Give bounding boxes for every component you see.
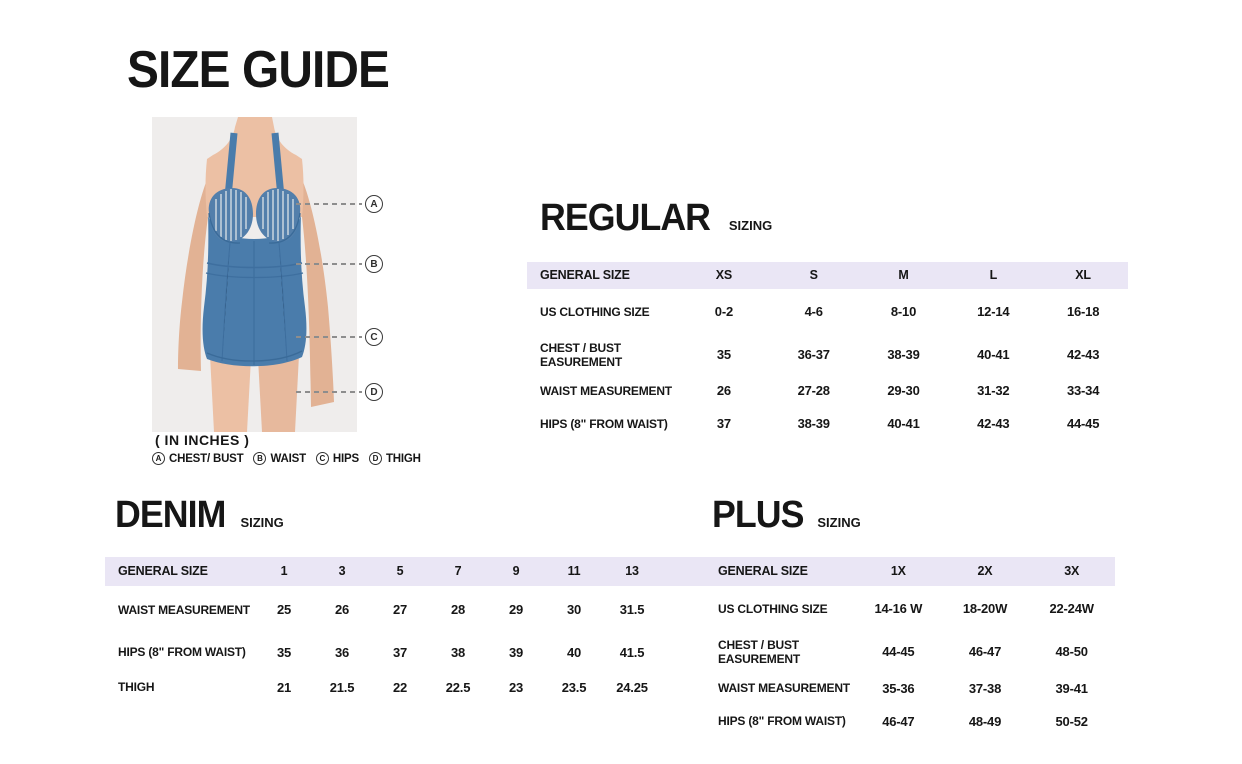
- marker-letter-d: D: [365, 383, 383, 401]
- cell-value: 25: [276, 602, 292, 618]
- column-header: L: [989, 268, 997, 282]
- cell-value: 46-47: [968, 644, 1002, 660]
- column-header: 2X: [977, 564, 993, 578]
- column-header: 1: [280, 564, 288, 578]
- column-header: 13: [625, 564, 639, 578]
- denim-section-title: [115, 494, 284, 537]
- legend-letter-d: D: [369, 452, 382, 465]
- column-header: 3X: [1064, 564, 1080, 578]
- table-row: [105, 586, 705, 634]
- table-row: [105, 634, 705, 671]
- cell-value: 27: [392, 602, 408, 618]
- cell-value: 16-18: [1066, 304, 1100, 320]
- row-label: CHEST / BUST EASUREMENT: [540, 340, 623, 369]
- column-header: 9: [512, 564, 520, 578]
- cell-value: 50-52: [1055, 713, 1088, 729]
- row-label: HIPS (8" FROM WAIST): [718, 714, 846, 729]
- cell-value: 40-41: [887, 416, 920, 432]
- denim-title-sub: SIZING: [240, 515, 284, 530]
- cell-value: 38-39: [797, 416, 830, 432]
- column-header: 7: [454, 564, 462, 578]
- cell-value: 41.5: [619, 644, 645, 660]
- column-header-label: GENERAL SIZE: [540, 268, 630, 282]
- cell-value: 38: [450, 644, 466, 660]
- regular-section-title: [540, 197, 772, 240]
- column-header: M: [898, 268, 909, 282]
- denim-size-table: [105, 557, 705, 704]
- column-header: 3: [338, 564, 346, 578]
- cell-value: 12-14: [977, 304, 1010, 320]
- cell-value: 22-24W: [1049, 601, 1094, 617]
- cell-value: 31.5: [619, 602, 645, 618]
- column-header: 5: [396, 564, 404, 578]
- cell-value: 26: [716, 383, 731, 399]
- page-title: SIZE GUIDE: [127, 41, 389, 99]
- legend-label: CHEST/ BUST: [169, 452, 244, 465]
- cell-value: 26: [334, 602, 350, 618]
- plus-title-sub: SIZING: [817, 515, 861, 530]
- marker-letter-a: A: [365, 195, 383, 213]
- row-label: US CLOTHING SIZE: [540, 304, 650, 319]
- denim-romper-model-illustration: [152, 117, 357, 432]
- column-header: S: [809, 268, 818, 282]
- units-caption: ( IN INCHES ): [155, 432, 250, 448]
- column-header: XS: [715, 268, 733, 282]
- cell-value: 29: [508, 602, 524, 618]
- cell-value: 23: [508, 679, 524, 695]
- row-label: WAIST MEASUREMENT: [718, 681, 850, 696]
- denim-title-text: DENIM: [115, 494, 226, 536]
- row-label: US CLOTHING SIZE: [718, 601, 828, 616]
- legend-item: [369, 452, 421, 465]
- cell-value: 42-43: [1066, 347, 1100, 363]
- plus-section-title: [712, 494, 861, 537]
- cell-value: 22.5: [445, 679, 471, 695]
- marker-dashed-line: [296, 263, 362, 265]
- row-label: HIPS (8" FROM WAIST): [118, 645, 246, 660]
- cell-value: 14-16 W: [874, 601, 923, 617]
- cell-value: 0-2: [714, 304, 733, 320]
- legend-letter-b: B: [253, 452, 266, 465]
- table-row: [527, 407, 1128, 441]
- cell-value: 28: [450, 602, 466, 618]
- regular-title-text: REGULAR: [540, 197, 711, 239]
- table-row: [527, 289, 1128, 335]
- cell-value: 36-37: [797, 347, 830, 363]
- cell-value: 40-41: [977, 347, 1010, 363]
- table-row: [705, 705, 1115, 738]
- marker-dashed-line: [296, 391, 362, 393]
- row-label: CHEST / BUST EASUREMENT: [718, 637, 801, 666]
- cell-value: 29-30: [887, 383, 920, 399]
- marker-letter-c: C: [365, 328, 383, 346]
- cell-value: 21.5: [329, 679, 355, 695]
- cell-value: 21: [276, 679, 292, 695]
- plus-title-text: PLUS: [712, 494, 804, 536]
- column-header-label: GENERAL SIZE: [118, 564, 208, 578]
- legend-label: THIGH: [385, 452, 421, 465]
- column-header: 1X: [890, 564, 906, 578]
- row-label: WAIST MEASUREMENT: [118, 602, 250, 617]
- cell-value: 39-41: [1055, 680, 1088, 696]
- table-row: [705, 672, 1115, 705]
- column-header-label: GENERAL SIZE: [718, 564, 808, 578]
- cell-value: 39: [508, 644, 524, 660]
- regular-title-sub: SIZING: [728, 218, 773, 233]
- product-photo: [152, 117, 357, 432]
- table-row: [105, 671, 705, 704]
- row-label: THIGH: [118, 680, 155, 695]
- cell-value: 35-36: [882, 680, 915, 696]
- marker-dashed-line: [296, 336, 362, 338]
- legend-letter-c: C: [316, 452, 329, 465]
- table-header-row: [527, 262, 1128, 289]
- cell-value: 48-49: [968, 713, 1002, 729]
- table-header-row: [105, 557, 705, 586]
- cell-value: 37-38: [968, 680, 1002, 696]
- row-label: HIPS (8" FROM WAIST): [540, 416, 668, 431]
- measurement-legend: [152, 452, 421, 465]
- column-header: XL: [1075, 268, 1091, 282]
- table-header-row: [705, 557, 1115, 586]
- cell-value: 37: [716, 416, 731, 432]
- legend-item: [253, 452, 305, 465]
- cell-value: 36: [334, 644, 350, 660]
- cell-value: 24.25: [616, 679, 648, 695]
- cell-value: 42-43: [977, 416, 1010, 432]
- cell-value: 35: [276, 644, 292, 660]
- legend-item: [316, 452, 359, 465]
- cell-value: 40: [566, 644, 582, 660]
- table-row: [527, 335, 1128, 375]
- cell-value: 37: [392, 644, 408, 660]
- cell-value: 38-39: [887, 347, 920, 363]
- cell-value: 30: [566, 602, 582, 618]
- cell-value: 44-45: [1066, 416, 1100, 432]
- cell-value: 8-10: [890, 304, 917, 320]
- plus-size-table: [705, 557, 1115, 738]
- legend-label: HIPS: [332, 452, 359, 465]
- legend-label: WAIST: [270, 452, 306, 465]
- column-header: 11: [567, 564, 581, 578]
- table-row: [527, 375, 1128, 407]
- cell-value: 33-34: [1066, 383, 1100, 399]
- cell-value: 44-45: [882, 644, 915, 660]
- cell-value: 46-47: [882, 713, 915, 729]
- cell-value: 22: [392, 679, 408, 695]
- cell-value: 48-50: [1055, 644, 1088, 660]
- marker-letter-b: B: [365, 255, 383, 273]
- cell-value: 4-6: [804, 304, 823, 320]
- table-row: [705, 632, 1115, 672]
- legend-letter-a: A: [152, 452, 165, 465]
- cell-value: 23.5: [561, 679, 587, 695]
- marker-dashed-line: [296, 203, 362, 205]
- regular-size-table: [527, 262, 1128, 441]
- row-label: WAIST MEASUREMENT: [540, 383, 672, 398]
- cell-value: 27-28: [797, 383, 830, 399]
- legend-item: [152, 452, 243, 465]
- cell-value: 31-32: [977, 383, 1010, 399]
- cell-value: 18-20W: [962, 601, 1008, 617]
- cell-value: 35: [716, 347, 731, 363]
- table-row: [705, 586, 1115, 632]
